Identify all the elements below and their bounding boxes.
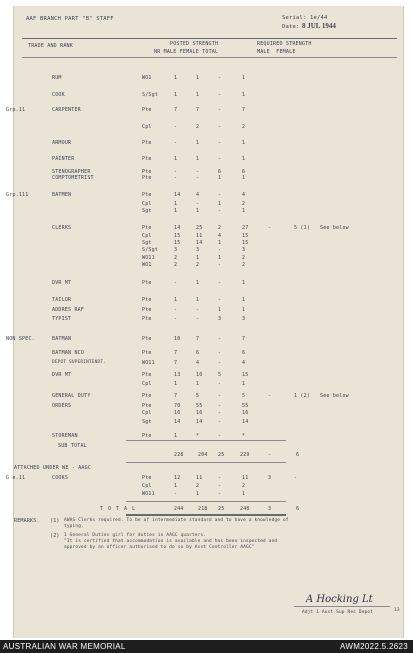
row-female: - xyxy=(218,381,222,387)
certification-line1: "It is certified that accommodation is available and has been inspected and xyxy=(64,539,278,544)
attached-row-female: - xyxy=(218,491,222,497)
remarks-label: REMARKS. xyxy=(14,518,40,524)
row-male: 16 xyxy=(196,410,203,416)
row-male: 2 xyxy=(196,124,200,130)
attached-row-female: - xyxy=(218,483,222,489)
footer-institution: AUSTRALIAN WAR MEMORIAL xyxy=(3,642,126,651)
row-total: 3 xyxy=(242,247,246,253)
attached-row-total: 1 xyxy=(242,491,246,497)
row-male: 3 xyxy=(196,247,200,253)
row-rank: Pte xyxy=(142,156,152,162)
row-rank: WO11 xyxy=(142,360,155,366)
row-trade: RUM xyxy=(52,75,62,81)
row-trade: COMPTOMETRIST xyxy=(52,175,94,181)
row-male: 1 xyxy=(196,92,200,98)
row-male: - xyxy=(196,307,200,313)
row-total: 1 xyxy=(242,140,246,146)
row-rank: Pte xyxy=(142,316,152,322)
row-rank: WO11 xyxy=(142,255,155,261)
page-mark: 13 xyxy=(394,608,400,613)
row-trade: DVR MT xyxy=(52,372,72,378)
row-male: 7 xyxy=(196,107,200,113)
attached-row-nr: 12 xyxy=(174,475,181,481)
attached-row-rank: Pte xyxy=(142,475,152,481)
row-rfemale: 5 (1) xyxy=(294,225,311,231)
row-total: 1 xyxy=(242,75,246,81)
row-rank: S/Sgt xyxy=(142,247,159,253)
row-rank: Pte xyxy=(142,107,152,113)
row-trade: CARPENTER xyxy=(52,107,81,113)
row-total: 1 xyxy=(242,280,246,286)
subtotal-total: 229 xyxy=(240,452,250,458)
row-rank: Pte xyxy=(142,280,152,286)
col-required-header: REQUIRED STRENGTH xyxy=(257,41,312,47)
row-rank: Pte xyxy=(142,192,152,198)
row-trade: BATMAN NCO xyxy=(52,350,85,356)
remark1-text-cont: typing. xyxy=(64,524,84,529)
total-rfemale: 6 xyxy=(296,506,300,512)
row-total: 16 xyxy=(242,410,249,416)
total-rule xyxy=(126,501,286,502)
remark1-text: AWAS Clerks required. To be of intermediate standard and to have a knowledge of xyxy=(64,518,289,523)
row-rank: Cpl xyxy=(142,381,152,387)
row-total: 1 xyxy=(242,156,246,162)
row-trade: COOK xyxy=(52,92,65,98)
row-total: 15 xyxy=(242,240,249,246)
document-title: AAF BRANCH PART "B" STAFF xyxy=(26,16,114,22)
row-rank: Sgt xyxy=(142,419,152,425)
row-total: 1 xyxy=(242,297,246,303)
row-nr: - xyxy=(174,280,178,286)
row-male: 55 xyxy=(196,403,203,409)
row-nr: 1 xyxy=(174,433,178,439)
row-nr: - xyxy=(174,307,178,313)
attached-row-rank: WO11 xyxy=(142,491,155,497)
row-total: 4 xyxy=(242,360,246,366)
row-total: 5 xyxy=(242,393,246,399)
serial-label: Serial: xyxy=(282,15,307,21)
archive-footer xyxy=(0,640,413,653)
row-group: Grp.111 xyxy=(6,192,29,198)
col-required-subheader: MALE FEMALE xyxy=(257,49,296,55)
row-total: 14 xyxy=(242,419,249,425)
date-label: Date: xyxy=(282,24,300,30)
row-male: 1 xyxy=(196,75,200,81)
row-trade: ADDRES RAF xyxy=(52,307,85,313)
row-total: 4 xyxy=(242,192,246,198)
row-nr: 7 xyxy=(174,393,178,399)
row-male: 1 xyxy=(196,156,200,162)
row-rmale: - xyxy=(268,393,272,399)
row-nr: 1 xyxy=(174,381,178,387)
row-trade: BATMEN xyxy=(52,192,72,198)
row-nr: 14 xyxy=(174,192,181,198)
row-rank: S/Sgt xyxy=(142,92,159,98)
signature: A Hocking Lt xyxy=(306,594,373,605)
row-total: 55 xyxy=(242,403,249,409)
row-nr: 7 xyxy=(174,107,178,113)
row-total: 1 xyxy=(242,307,246,313)
attached-label: ATTACHED UNDER WE - AAGC xyxy=(14,465,92,471)
row-rank: Pte xyxy=(142,350,152,356)
row-trade: DVR MT xyxy=(52,280,72,286)
row-female: - xyxy=(218,336,222,342)
row-nr: 13 xyxy=(174,372,181,378)
row-nr: 3 xyxy=(174,247,178,253)
row-female: - xyxy=(218,403,222,409)
row-male: 1 xyxy=(196,140,200,146)
row-male: 1 xyxy=(196,280,200,286)
attached-row-total: 11 xyxy=(242,475,249,481)
subtotal-female: 25 xyxy=(218,452,225,458)
row-nr: - xyxy=(174,169,178,175)
row-female: 1 xyxy=(218,175,222,181)
row-nr: - xyxy=(174,175,178,181)
row-nr: 1 xyxy=(174,92,178,98)
row-male: 1 xyxy=(196,208,200,214)
subtotal-rfemale: 6 xyxy=(296,452,300,458)
row-rank: Pte xyxy=(142,175,152,181)
row-trade: ARMOUR xyxy=(52,140,72,146)
row-female: 4 xyxy=(218,233,222,239)
row-female: - xyxy=(218,140,222,146)
row-nr: 14 xyxy=(174,225,181,231)
row-nr: 15 xyxy=(174,240,181,246)
total-female: 25 xyxy=(218,506,225,512)
row-female: - xyxy=(218,92,222,98)
row-male: - xyxy=(196,175,200,181)
row-rank: Pte xyxy=(142,336,152,342)
row-rfemale: 1 (2) xyxy=(294,393,311,399)
row-total: 15 xyxy=(242,372,249,378)
row-total: 2 xyxy=(242,262,246,268)
row-female: - xyxy=(218,280,222,286)
row-remark: See below xyxy=(320,393,349,399)
row-male: - xyxy=(196,316,200,322)
row-female: - xyxy=(218,433,222,439)
row-nr: 70 xyxy=(174,403,181,409)
row-trade: ORDERS xyxy=(52,403,72,409)
row-rank: Pte xyxy=(142,140,152,146)
row-trade: STENOGRAPHER xyxy=(52,169,91,175)
row-total: 7 xyxy=(242,336,246,342)
col-posted-subheader: NR MALE FEMALE TOTAL xyxy=(154,49,219,55)
row-female: 3 xyxy=(218,316,222,322)
row-nr: 14 xyxy=(174,419,181,425)
row-nr: 1 xyxy=(174,208,178,214)
row-male: 1 xyxy=(196,297,200,303)
attached-row-rank: Cpl xyxy=(142,483,152,489)
row-female: - xyxy=(218,410,222,416)
footer-reference: AWM2022.5.2623 xyxy=(340,642,408,651)
row-total: 6 xyxy=(242,169,246,175)
row-nr: - xyxy=(174,316,178,322)
row-female: - xyxy=(218,297,222,303)
attached-row-male: 1 xyxy=(196,491,200,497)
row-male: 6 xyxy=(196,350,200,356)
row-rank: Pte xyxy=(142,225,152,231)
row-male: 25 xyxy=(196,225,203,231)
subtotal-rule xyxy=(126,440,286,441)
subtotal-rule-bottom xyxy=(126,462,286,463)
row-male: 1 xyxy=(196,381,200,387)
row-rank: Pte xyxy=(142,297,152,303)
subtotal-rmale: - xyxy=(268,452,272,458)
row-total: 3 xyxy=(242,316,246,322)
row-nr: 2 xyxy=(174,262,178,268)
row-male: 10 xyxy=(196,372,203,378)
row-trade: GENERAL DUTY xyxy=(52,393,91,399)
row-male: 14 xyxy=(196,240,203,246)
row-remark: See below xyxy=(320,225,349,231)
row-nr: 10 xyxy=(174,336,181,342)
certification-line2: approved by an officer authorised to do so by Asst Controller AAGC" xyxy=(64,545,255,550)
total-rmale: 3 xyxy=(268,506,272,512)
date-stamp: 8 JUL 1944 xyxy=(302,22,336,30)
row-rank: Pte xyxy=(142,433,152,439)
row-rank: Pte xyxy=(142,372,152,378)
remark1-number: (1) xyxy=(50,518,60,524)
row-rank: Pte xyxy=(142,393,152,399)
row-male: 5 xyxy=(196,393,200,399)
attached-row-male: 2 xyxy=(196,483,200,489)
row-total: 1 xyxy=(242,208,246,214)
signature-rule xyxy=(294,606,390,607)
row-total: 2 xyxy=(242,255,246,261)
attached-row-rfemale: - xyxy=(294,475,298,481)
row-male: * xyxy=(196,433,200,439)
row-total: 1 xyxy=(242,381,246,387)
row-male: 14 xyxy=(196,419,203,425)
row-total: 2 xyxy=(242,124,246,130)
row-rmale: - xyxy=(268,225,272,231)
subtotal-nr: 228 xyxy=(174,452,184,458)
row-female: - xyxy=(218,262,222,268)
total-label: T O T A L xyxy=(100,506,137,512)
row-total: 1 xyxy=(242,175,246,181)
row-trade: BATMAN xyxy=(52,336,72,342)
row-male: 4 xyxy=(196,192,200,198)
row-nr: 1 xyxy=(174,156,178,162)
row-male: 4 xyxy=(196,360,200,366)
attached-row-rmale: 3 xyxy=(268,475,272,481)
row-female: - xyxy=(218,192,222,198)
row-rank: Pte xyxy=(142,307,152,313)
row-female: - xyxy=(218,360,222,366)
row-female: - xyxy=(218,156,222,162)
row-total: 27 xyxy=(242,225,249,231)
col-trade-header: TRADE AND RANK xyxy=(28,43,73,49)
row-rank: Cpl xyxy=(142,233,152,239)
row-trade: CLERKS xyxy=(52,225,72,231)
remark2-text: 1 General Duties girl for duties in AAGC quarters. xyxy=(64,533,207,538)
row-female: 6 xyxy=(218,169,222,175)
row-female: - xyxy=(218,208,222,214)
row-trade: PAINTER xyxy=(52,156,75,162)
total-nr: 244 xyxy=(174,506,184,512)
row-group: Grp.11 xyxy=(6,107,26,113)
row-nr: 1 xyxy=(174,297,178,303)
row-female: - xyxy=(218,419,222,425)
row-rank: Sgt xyxy=(142,208,152,214)
row-female: 1 xyxy=(218,201,222,207)
row-female: 1 xyxy=(218,240,222,246)
row-nr: 7 xyxy=(174,350,178,356)
row-rank: Pte xyxy=(142,169,152,175)
row-total: 7 xyxy=(242,107,246,113)
row-male: 1 xyxy=(196,255,200,261)
row-nr: 1 xyxy=(174,75,178,81)
attached-row-nr: 1 xyxy=(174,483,178,489)
attached-row-trade: COOKS xyxy=(52,475,69,481)
row-rank: Cpl xyxy=(142,201,152,207)
row-total: 2 xyxy=(242,201,246,207)
row-rank: Pte xyxy=(142,403,152,409)
row-male: 2 xyxy=(196,262,200,268)
attached-row-group: G e.11 xyxy=(6,475,26,481)
signatory-title: Adjt 1 Aust Sup Res Depot xyxy=(302,610,374,615)
row-rank: WO1 xyxy=(142,262,152,268)
row-total: 1 xyxy=(242,92,246,98)
row-nr: 7 xyxy=(174,360,178,366)
col-posted-header: POSTED STRENGTH xyxy=(170,41,219,47)
attached-row-male: 11 xyxy=(196,475,203,481)
row-female: - xyxy=(218,124,222,130)
row-trade: TAILOR xyxy=(52,297,72,303)
row-male: 7 xyxy=(196,336,200,342)
row-nr: 15 xyxy=(174,233,181,239)
total-total: 248 xyxy=(240,506,250,512)
subtotal-male: 204 xyxy=(198,452,208,458)
subtotal-label: SUB TOTAL xyxy=(58,443,87,449)
row-female: - xyxy=(218,393,222,399)
row-male: - xyxy=(196,201,200,207)
remark2-number: (2) xyxy=(50,533,60,539)
row-nr: 16 xyxy=(174,410,181,416)
row-total: * xyxy=(242,433,246,439)
row-rank: WO1 xyxy=(142,75,152,81)
serial-value: 1e/44 xyxy=(310,15,328,21)
row-nr: 2 xyxy=(174,255,178,261)
row-female: - xyxy=(218,350,222,356)
row-trade: STOREMAN xyxy=(52,433,78,439)
row-female: 1 xyxy=(218,255,222,261)
row-nr: 1 xyxy=(174,201,178,207)
row-nr: - xyxy=(174,124,178,130)
attached-row-nr: - xyxy=(174,491,178,497)
row-female: 5 xyxy=(218,372,222,378)
row-female: - xyxy=(218,247,222,253)
row-male: 11 xyxy=(196,233,203,239)
header-rule-bottom xyxy=(22,57,397,58)
row-trade: TYPIST xyxy=(52,316,72,322)
row-rank: Cpl xyxy=(142,124,152,130)
row-male: - xyxy=(196,169,200,175)
row-total: 6 xyxy=(242,350,246,356)
row-rank: Cpl xyxy=(142,410,152,416)
row-rank: Sgt xyxy=(142,240,152,246)
total-male: 218 xyxy=(198,506,208,512)
row-female: - xyxy=(218,107,222,113)
row-female: 1 xyxy=(218,307,222,313)
row-trade: DEPOT SUPERINTENDT. xyxy=(52,360,107,365)
row-total: 15 xyxy=(242,233,249,239)
row-female: 2 xyxy=(218,225,222,231)
row-nr: - xyxy=(174,140,178,146)
header-rule-top xyxy=(22,38,397,39)
attached-row-total: 2 xyxy=(242,483,246,489)
total-rule-bottom xyxy=(126,514,286,516)
attached-row-female: - xyxy=(218,475,222,481)
document-sheet xyxy=(6,6,404,638)
row-female: - xyxy=(218,75,222,81)
row-group: NON SPEC. xyxy=(6,336,35,342)
